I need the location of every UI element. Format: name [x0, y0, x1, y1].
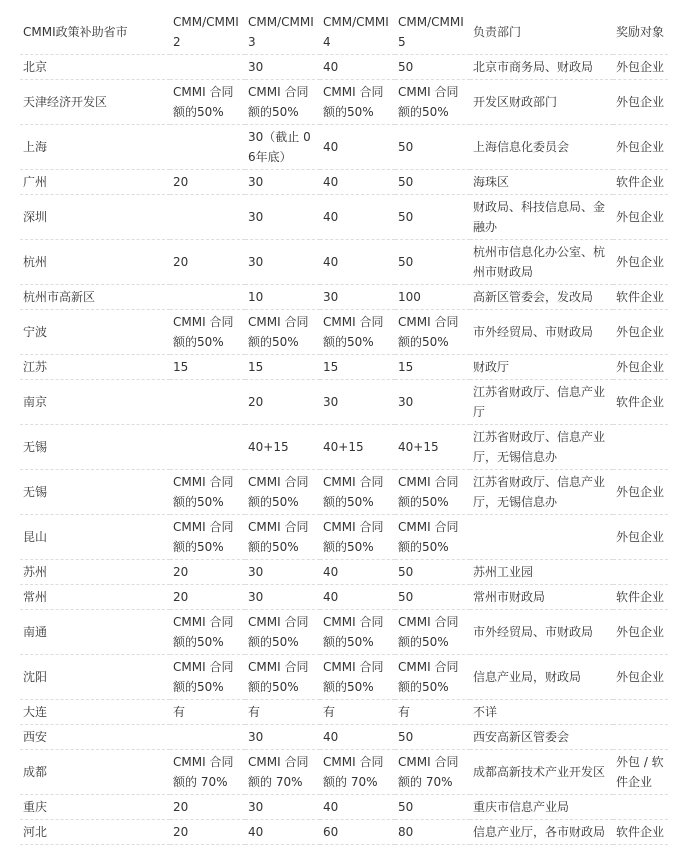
table-cell: 15 — [248, 360, 264, 374]
table-row — [20, 750, 668, 795]
table-cell: 外包企业 — [616, 60, 665, 74]
table-cell: 江苏省财政厅、信息产业厅，无锡信息办 — [473, 430, 606, 464]
table-cell: 开发区财政部门 — [473, 95, 558, 109]
table-cell: CMMI 合同额的50% — [398, 315, 459, 349]
table-row — [20, 285, 668, 310]
table-cell: 广州 — [23, 175, 48, 189]
table-row — [20, 515, 668, 560]
table-cell — [470, 515, 613, 560]
table-cell: 30 — [248, 590, 264, 604]
table-cell: 市外经贸局、市财政局 — [473, 325, 594, 339]
table-cell: 外包企业 — [616, 360, 665, 374]
table-cell: 重庆 — [23, 800, 48, 814]
table-cell: 20 — [173, 565, 189, 579]
table-row — [20, 310, 668, 355]
table-row — [20, 195, 668, 240]
table-row — [20, 585, 668, 610]
table-cell: 外包企业 — [616, 95, 665, 109]
table-cell: 40 — [323, 565, 339, 579]
table-cell: 40 — [323, 800, 339, 814]
table-cell: 沈阳 — [23, 670, 48, 684]
table-row — [20, 55, 668, 80]
table-cell: 西安高新区管委会 — [473, 730, 570, 744]
table-cell: 无锡 — [23, 485, 48, 499]
table-cell: 30 — [248, 175, 264, 189]
table-cell: CMMI 合同额的50% — [173, 660, 234, 694]
table-cell: 15 — [323, 360, 339, 374]
table-row — [20, 655, 668, 700]
table-cell: 市外经贸局、市财政局 — [473, 625, 594, 639]
table-cell: 南京 — [23, 395, 48, 409]
table-cell — [170, 125, 245, 170]
table-cell: CMMI 合同额的50% — [398, 615, 459, 649]
table-cell: 30 — [248, 730, 264, 744]
table-cell: 常州市财政局 — [473, 590, 546, 604]
table-cell: 60 — [323, 825, 339, 839]
table-cell: 40 — [323, 590, 339, 604]
table-cell: 50 — [398, 60, 414, 74]
table-cell — [170, 425, 245, 470]
table-cell — [170, 725, 245, 750]
table-cell: 15 — [173, 360, 189, 374]
table-cell: 苏州 — [23, 565, 48, 579]
header-cell: CMM/CMMI 3 — [248, 15, 314, 49]
table-cell: 江苏省财政厅、信息产业厅，无锡信息办 — [473, 475, 606, 509]
table-cell: 财政厅 — [473, 360, 510, 374]
table-cell: CMMI 合同额的50% — [248, 520, 309, 554]
table-row — [20, 470, 668, 515]
table-cell: 30 — [248, 210, 264, 224]
table-row — [20, 355, 668, 380]
table-cell: 外包企业 — [616, 625, 665, 639]
table-cell: CMMI 合同额的50% — [323, 475, 384, 509]
table-row — [20, 610, 668, 655]
table-cell — [170, 55, 245, 80]
table-cell: 不详 — [473, 705, 498, 719]
table-cell: 50 — [398, 730, 414, 744]
subsidy-table — [20, 10, 668, 845]
table-cell: 50 — [398, 590, 414, 604]
table-cell: 成都 — [23, 765, 48, 779]
table-cell: 软件企业 — [616, 290, 665, 304]
table-cell: 高新区管委会，发改局 — [473, 290, 594, 304]
table-row — [20, 820, 668, 845]
table-cell: 50 — [398, 175, 414, 189]
table-cell: 成都高新技术产业开发区 — [473, 765, 606, 779]
table-cell: 40+15 — [323, 440, 364, 454]
table-cell: 外包企业 — [616, 485, 665, 499]
table-cell: 50 — [398, 210, 414, 224]
table-row — [20, 725, 668, 750]
table-cell: 深圳 — [23, 210, 48, 224]
table-cell: 外包企业 — [616, 530, 665, 544]
table-cell: CMMI 合同额的 70% — [248, 755, 309, 789]
table-cell: 软件企业 — [616, 395, 665, 409]
table-cell: 财政局、科技信息局、金融办 — [473, 200, 606, 234]
table-cell — [170, 285, 245, 310]
table-row — [20, 240, 668, 285]
table-cell: 外包企业 — [616, 255, 665, 269]
table-cell: 外包企业 — [616, 210, 665, 224]
table-cell: 昆山 — [23, 530, 48, 544]
table-cell — [613, 560, 668, 585]
table-cell: CMMI 合同额的 70% — [323, 755, 384, 789]
table-cell: 10 — [248, 290, 264, 304]
table-cell: 100 — [398, 290, 421, 304]
table-cell: 杭州市信息化办公室、杭州市财政局 — [473, 245, 606, 279]
table-cell: 50 — [398, 140, 414, 154]
table-cell: CMMI 合同额的50% — [323, 520, 384, 554]
table-cell — [170, 195, 245, 240]
table-cell: 北京市商务局、财政局 — [473, 60, 594, 74]
table-cell: 软件企业 — [616, 590, 665, 604]
table-cell: 20 — [248, 395, 264, 409]
table-cell: CMMI 合同额的50% — [398, 660, 459, 694]
table-cell: 80 — [398, 825, 414, 839]
table-cell: 30 — [398, 395, 414, 409]
table-cell: 上海 — [23, 140, 48, 154]
table-cell: 40 — [323, 730, 339, 744]
table-cell: CMMI 合同额的 70% — [398, 755, 459, 789]
table-cell — [613, 700, 668, 725]
table-cell: CMMI 合同额的50% — [398, 475, 459, 509]
table-cell: 有 — [323, 705, 336, 719]
table-cell: 无锡 — [23, 440, 48, 454]
table-row — [20, 80, 668, 125]
table-cell: CMMI 合同额的50% — [248, 660, 309, 694]
table-cell: 南通 — [23, 625, 48, 639]
table-cell: CMMI 合同额的50% — [323, 615, 384, 649]
table-cell: 上海信息化委员会 — [473, 140, 570, 154]
table-cell: 宁波 — [23, 325, 48, 339]
table-cell: 50 — [398, 255, 414, 269]
table-cell: 40 — [323, 255, 339, 269]
table-cell: 海珠区 — [473, 175, 510, 189]
table-cell: CMMI 合同额的50% — [173, 315, 234, 349]
table-cell: CMMI 合同额的50% — [248, 615, 309, 649]
table-cell: 20 — [173, 175, 189, 189]
table-cell: 30 — [248, 60, 264, 74]
table-row — [20, 170, 668, 195]
table-cell: 有 — [248, 705, 261, 719]
table-cell: CMMI 合同额的50% — [248, 475, 309, 509]
table-cell: 外包企业 — [616, 670, 665, 684]
table-cell: 40 — [323, 60, 339, 74]
table-cell: 苏州工业园 — [473, 565, 534, 579]
table-cell: 河北 — [23, 825, 48, 839]
header-cell: 负责部门 — [473, 25, 522, 39]
table-cell: 15 — [398, 360, 414, 374]
table-cell: 30 — [248, 800, 264, 814]
table-cell: CMMI 合同额的50% — [173, 475, 234, 509]
table-row — [20, 425, 668, 470]
table-cell: 40 — [248, 825, 264, 839]
table-cell: 20 — [173, 590, 189, 604]
table-row — [20, 125, 668, 170]
table-cell: CMMI 合同额的 70% — [173, 755, 234, 789]
table-cell: 天津经济开发区 — [23, 95, 108, 109]
table-row — [20, 380, 668, 425]
table-cell: 外包 / 软件企业 — [616, 755, 664, 789]
table-cell: 重庆市信息产业局 — [473, 800, 570, 814]
table-cell: 西安 — [23, 730, 48, 744]
table-cell — [613, 795, 668, 820]
table-cell: 30 — [323, 290, 339, 304]
table-cell: 信息产业局，财政局 — [473, 670, 582, 684]
table-cell: 40 — [323, 175, 339, 189]
table-cell: CMMI 合同额的50% — [248, 315, 309, 349]
table-cell: 40+15 — [398, 440, 439, 454]
table-cell: 30（截止 06年底） — [248, 130, 311, 164]
table-cell: 40 — [323, 140, 339, 154]
table-cell: CMMI 合同额的50% — [248, 85, 309, 119]
table-cell: 50 — [398, 565, 414, 579]
table-cell: 外包企业 — [616, 325, 665, 339]
table-cell: 20 — [173, 800, 189, 814]
table-row — [20, 700, 668, 725]
table-cell — [613, 725, 668, 750]
table-cell: 20 — [173, 825, 189, 839]
table-cell: 40 — [323, 210, 339, 224]
table-cell: 杭州 — [23, 255, 48, 269]
table-cell: CMMI 合同额的50% — [398, 520, 459, 554]
table-cell: 北京 — [23, 60, 48, 74]
table-cell: 软件企业 — [616, 175, 665, 189]
table-cell: 30 — [248, 565, 264, 579]
table-cell: CMMI 合同额的50% — [323, 660, 384, 694]
table-cell: CMMI 合同额的50% — [173, 520, 234, 554]
table-cell: 有 — [398, 705, 411, 719]
table-cell — [613, 425, 668, 470]
header-row — [20, 10, 668, 55]
header-cell: CMM/CMMI 4 — [323, 15, 389, 49]
table-cell: 常州 — [23, 590, 48, 604]
header-cell: CMM/CMMI 2 — [173, 15, 239, 49]
table-cell: 20 — [173, 255, 189, 269]
header-cell: CMMI政策补助省市 — [23, 25, 128, 39]
header-cell: CMM/CMMI 5 — [398, 15, 464, 49]
table-cell: 杭州市高新区 — [23, 290, 96, 304]
table-cell: 有 — [173, 705, 186, 719]
table-row — [20, 560, 668, 585]
table-cell: CMMI 合同额的50% — [323, 85, 384, 119]
table-cell: 30 — [248, 255, 264, 269]
table-cell: 江苏 — [23, 360, 48, 374]
table-cell: CMMI 合同额的50% — [398, 85, 459, 119]
table-cell — [170, 380, 245, 425]
table-cell: CMMI 合同额的50% — [323, 315, 384, 349]
header-cell: 奖励对象 — [616, 25, 665, 39]
table-cell: 40+15 — [248, 440, 289, 454]
table-row — [20, 795, 668, 820]
table-cell: 50 — [398, 800, 414, 814]
table-cell: 软件企业 — [616, 825, 665, 839]
table-cell: 30 — [323, 395, 339, 409]
table-cell: 外包企业 — [616, 140, 665, 154]
table-cell: 江苏省财政厅、信息产业厅 — [473, 385, 606, 419]
table-cell: CMMI 合同额的50% — [173, 615, 234, 649]
table-cell: CMMI 合同额的50% — [173, 85, 234, 119]
table-cell: 信息产业厅，各市财政局 — [473, 825, 606, 839]
table-cell: 大连 — [23, 705, 48, 719]
